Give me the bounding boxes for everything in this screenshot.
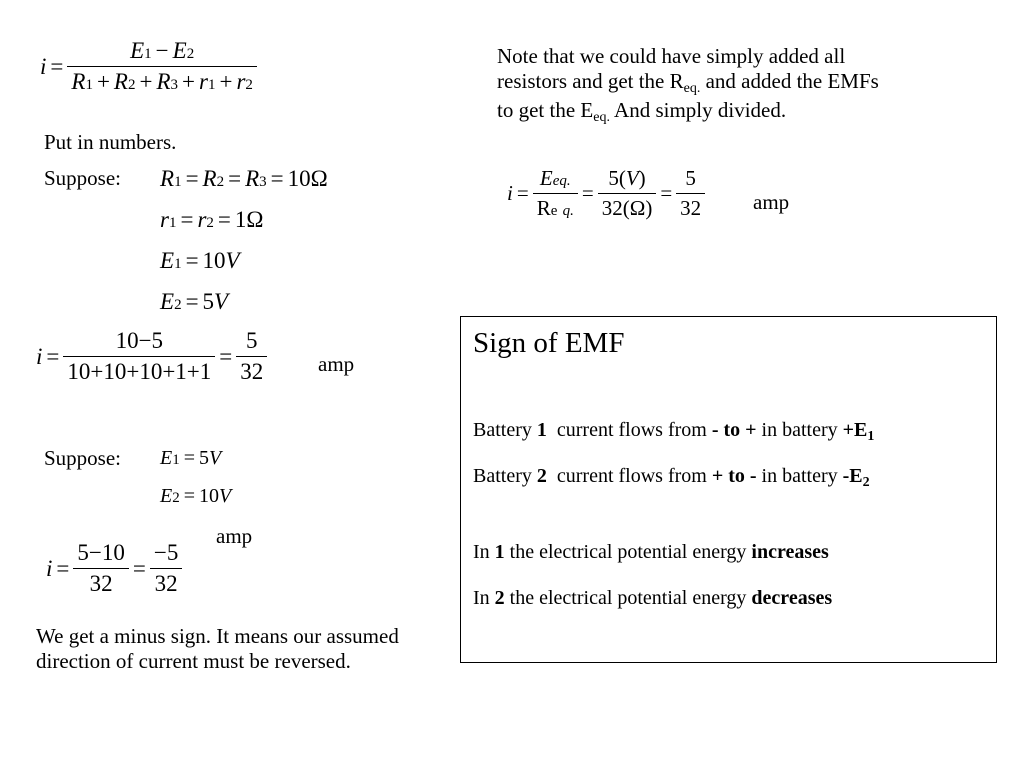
equation-simple: i = $\frac{\text{Eeq.}}{\text{Re q.}}$ = $\frac{5(V)}{32(\Omega)}$ = $\frac{5}{32}$ (507, 166, 705, 221)
calc1-unit: amp (318, 352, 355, 376)
calc1-denominator: 10+10+10+1+1 (67, 359, 212, 384)
calc1-result-numerator: 5 (246, 328, 258, 353)
sign-of-emf-title: Sign of EMF (473, 327, 625, 359)
simple-result-numerator: 5 (685, 166, 696, 190)
calc2-unit: amp (216, 524, 253, 548)
minus-sign-note: We get a minus sign. It means our assumed direction of current must be reversed. (36, 624, 399, 674)
battery-1-line: Battery 1 current flows from - to + in battery $+E_1$ (473, 419, 875, 444)
simple-denominator: Re q. (536, 196, 574, 220)
equation-general-fraction (67, 38, 257, 95)
calculation-1: i = $\frac{10-5}{10+10+10+1+1}$ = $\frac{5}{32}$ (36, 328, 267, 385)
note-equivalent: Note that we could have simply added all resistors and get the Req. and added the EMFs to get the Eeq. And simply divided. (497, 44, 879, 125)
simple-mid-denominator: 32(Ω) (601, 196, 653, 220)
equation-general-numerator: E1 − E2 (130, 38, 195, 63)
simple-numerator: Eeq. (539, 166, 571, 190)
battery-2-line: Battery 2 current flows from + to - in battery $-E_2$ (473, 465, 870, 490)
assumption-e1: E1 = 10V (160, 248, 240, 273)
simple-unit: amp (753, 190, 790, 214)
calc2-numerator: 5−10 (77, 540, 125, 565)
assumption-internal-resistors: r1 = r2 = 1Ω (160, 207, 264, 232)
simple-mid-numerator: 5(V) (608, 166, 646, 190)
calc1-result-denominator: 32 (240, 359, 264, 384)
sign-of-emf-box (460, 316, 997, 663)
calc2-result-numerator: −5 (153, 540, 179, 565)
put-in-numbers-text: Put in numbers. (44, 130, 177, 154)
calculation-2: i = $\frac{5-10}{32}$ = $\frac{-5}{32}$ (46, 540, 182, 597)
equation-general-denominator: R1 + R2 + R3 + r1 + r2 (71, 69, 253, 94)
potential-energy-2-line: In 2 the electrical potential energy decreases (473, 587, 833, 609)
simple-result-denominator: 32 (680, 196, 702, 220)
equation-general-lhs: i (40, 53, 47, 79)
suppose-label-2: Suppose: (44, 446, 122, 470)
calc2-result-denominator: 32 (154, 571, 178, 596)
equation-general: i = $\frac{E1 - E2}{R1 + R2 + R3 + r1 + r2}$ (40, 38, 257, 95)
assumption2-e1: E1 = 5V (160, 447, 222, 469)
potential-energy-1-line: In 1 the electrical potential energy increases (473, 541, 829, 563)
suppose-label-1: Suppose: (44, 166, 122, 190)
assumption-e2: E2 = 5V (160, 289, 229, 314)
assumption-resistors: R1 = R2 = R3 = 10Ω (160, 166, 328, 191)
calc1-numerator: 10−5 (115, 328, 164, 353)
assumption2-e2: E2 = 10V (160, 485, 232, 507)
calc2-denominator: 32 (89, 571, 113, 596)
